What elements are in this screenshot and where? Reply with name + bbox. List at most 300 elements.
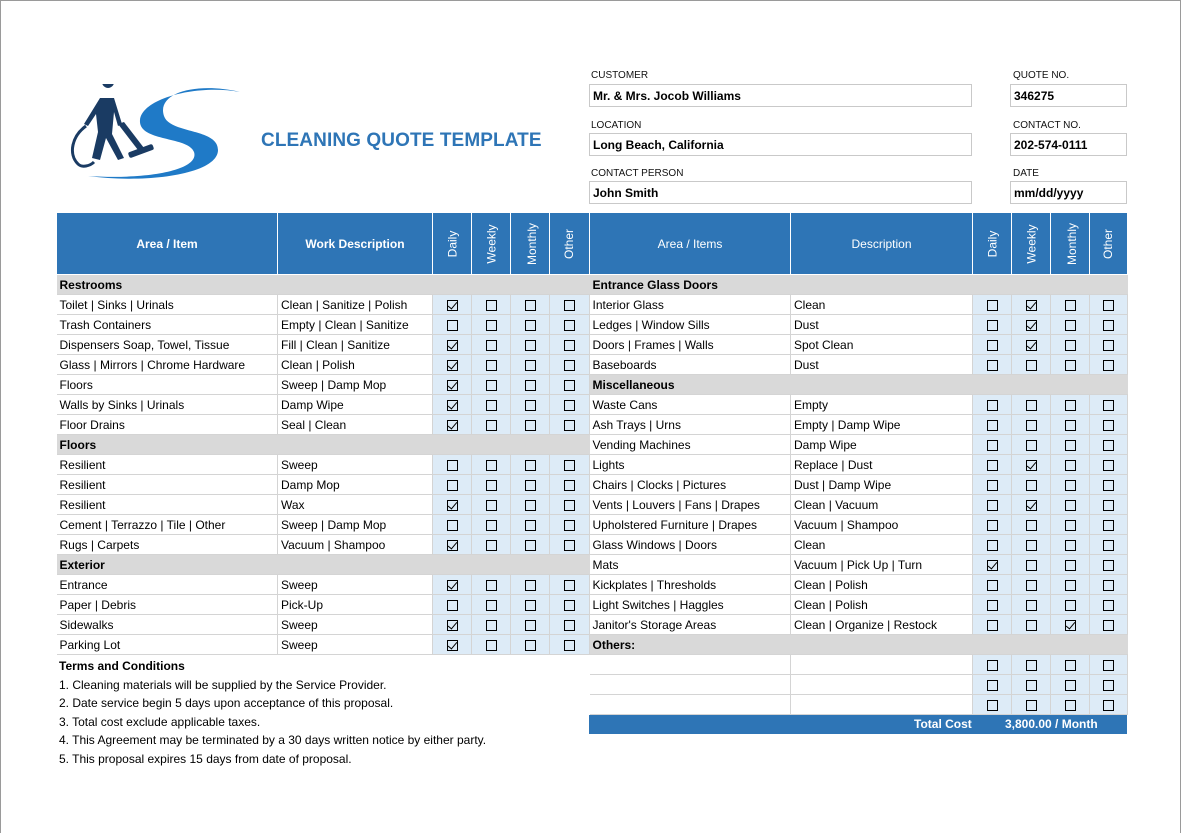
checkbox-icon[interactable]	[447, 600, 458, 611]
checkbox-icon[interactable]	[447, 460, 458, 471]
weekly-checkbox-cell	[1012, 555, 1051, 575]
area-cell[interactable]: Kickplates | Thresholds	[590, 575, 791, 595]
checkbox-icon[interactable]	[1103, 440, 1114, 451]
daily-checkbox-cell	[973, 615, 1012, 635]
checkbox-icon[interactable]	[987, 480, 998, 491]
other-checkbox-cell	[550, 315, 590, 335]
checkbox-icon[interactable]	[1103, 540, 1114, 551]
checkbox-icon[interactable]	[1103, 420, 1114, 431]
section-row	[57, 555, 590, 575]
weekly-checkbox-cell	[472, 495, 511, 515]
weekly-checkbox-cell	[472, 395, 511, 415]
checkbox-icon[interactable]	[486, 340, 497, 351]
table-row	[57, 375, 590, 395]
checkbox-icon[interactable]	[1065, 540, 1076, 551]
description-cell[interactable]: Damp Wipe	[791, 435, 973, 455]
other-checkbox-cell	[550, 375, 590, 395]
description-cell[interactable]: Replace | Dust	[791, 455, 973, 475]
description-cell[interactable]: Vacuum | Shampoo	[278, 535, 433, 555]
checkbox-icon[interactable]	[1026, 700, 1037, 711]
col-area-header: Area / Item	[57, 213, 278, 275]
customer-field[interactable]: Mr. & Mrs. Jocob Williams	[589, 84, 972, 107]
checkbox-icon[interactable]	[1026, 520, 1037, 531]
checkbox-icon[interactable]	[1103, 500, 1114, 511]
area-cell[interactable]	[590, 675, 791, 695]
table-row	[57, 355, 590, 375]
monthly-checkbox-cell	[511, 575, 550, 595]
checkbox-icon[interactable]	[447, 500, 458, 511]
description-cell[interactable]	[791, 655, 973, 675]
checkbox-icon[interactable]	[525, 500, 536, 511]
checkbox-icon[interactable]	[1026, 340, 1037, 351]
area-cell[interactable]: Dispensers Soap, Towel, Tissue	[57, 335, 278, 355]
description-cell[interactable]: Clean | Sanitize | Polish	[278, 295, 433, 315]
checkbox-icon[interactable]	[1065, 680, 1076, 691]
weekly-checkbox-cell	[1012, 575, 1051, 595]
checkbox-icon[interactable]	[1026, 320, 1037, 331]
monthly-checkbox-cell	[1051, 595, 1090, 615]
other-checkbox-cell	[1090, 695, 1128, 715]
area-cell[interactable]: Doors | Frames | Walls	[590, 335, 791, 355]
checkbox-icon[interactable]	[987, 400, 998, 411]
checkbox-icon[interactable]	[564, 540, 575, 551]
col-area-header: Area / Items	[590, 213, 791, 275]
weekly-checkbox-cell	[472, 335, 511, 355]
weekly-checkbox-cell	[472, 535, 511, 555]
area-cell[interactable]: Ash Trays | Urns	[590, 415, 791, 435]
monthly-checkbox-cell	[511, 455, 550, 475]
checkbox-icon[interactable]	[987, 360, 998, 371]
checkbox-icon[interactable]	[486, 320, 497, 331]
checkbox-icon[interactable]	[1065, 600, 1076, 611]
table-row	[590, 475, 1128, 495]
checkbox-icon[interactable]	[564, 420, 575, 431]
checkbox-icon[interactable]	[1065, 560, 1076, 571]
other-checkbox-cell	[1090, 515, 1128, 535]
terms-item: 1. Cleaning materials will be supplied by the Service Provider.	[59, 677, 387, 692]
checkbox-icon[interactable]	[525, 580, 536, 591]
section-title: Restrooms	[57, 275, 590, 295]
checkbox-icon[interactable]	[987, 540, 998, 551]
daily-checkbox-cell	[433, 595, 472, 615]
weekly-checkbox-cell	[472, 635, 511, 655]
checkbox-icon[interactable]	[447, 480, 458, 491]
description-cell[interactable]: Clean | Vacuum	[791, 495, 973, 515]
area-cell[interactable]: Upholstered Furniture | Drapes	[590, 515, 791, 535]
description-cell[interactable]: Dust	[791, 315, 973, 335]
checkbox-icon[interactable]	[1026, 620, 1037, 631]
area-cell[interactable]: Entrance	[57, 575, 278, 595]
description-cell[interactable]: Seal | Clean	[278, 415, 433, 435]
area-cell[interactable]: Lights	[590, 455, 791, 475]
section-title: Miscellaneous	[590, 375, 1128, 395]
checkbox-icon[interactable]	[525, 360, 536, 371]
table-row	[57, 495, 590, 515]
checkbox-icon[interactable]	[564, 640, 575, 651]
checkbox-icon[interactable]	[987, 320, 998, 331]
col-weekly-header: Weekly	[472, 213, 511, 275]
checkbox-icon[interactable]	[525, 620, 536, 631]
checkbox-icon[interactable]	[564, 460, 575, 471]
checkbox-icon[interactable]	[1103, 700, 1114, 711]
location-field[interactable]: Long Beach, California	[589, 133, 972, 156]
checkbox-icon[interactable]	[564, 480, 575, 491]
checkbox-icon[interactable]	[486, 600, 497, 611]
description-cell[interactable]: Clean | Polish	[278, 355, 433, 375]
terms-item: 3. Total cost exclude applicable taxes.	[59, 714, 261, 729]
area-cell[interactable]: Rugs | Carpets	[57, 535, 278, 555]
checkbox-icon[interactable]	[987, 680, 998, 691]
checkbox-icon[interactable]	[525, 400, 536, 411]
checkbox-icon[interactable]	[525, 600, 536, 611]
weekly-checkbox-cell	[472, 455, 511, 475]
location-label: LOCATION	[591, 120, 642, 131]
checkbox-icon[interactable]	[987, 460, 998, 471]
checkbox-icon[interactable]	[1065, 340, 1076, 351]
other-checkbox-cell	[1090, 535, 1128, 555]
checkbox-icon[interactable]	[564, 580, 575, 591]
checkbox-icon[interactable]	[987, 560, 998, 571]
daily-checkbox-cell	[973, 415, 1012, 435]
checkbox-icon[interactable]	[1026, 460, 1037, 471]
checkbox-icon[interactable]	[564, 340, 575, 351]
description-cell[interactable]: Clean	[791, 535, 973, 555]
other-checkbox-cell	[550, 635, 590, 655]
area-cell[interactable]: Resilient	[57, 495, 278, 515]
table-row	[590, 395, 1128, 415]
area-cell[interactable]: Floor Drains	[57, 415, 278, 435]
checkbox-icon[interactable]	[987, 520, 998, 531]
weekly-checkbox-cell	[1012, 495, 1051, 515]
monthly-checkbox-cell	[1051, 475, 1090, 495]
description-cell[interactable]: Clean	[791, 295, 973, 315]
checkbox-icon[interactable]	[987, 620, 998, 631]
checkbox-icon[interactable]	[447, 400, 458, 411]
checkbox-icon[interactable]	[447, 340, 458, 351]
description-cell[interactable]: Empty | Clean | Sanitize	[278, 315, 433, 335]
checkbox-icon[interactable]	[1065, 520, 1076, 531]
checkbox-icon[interactable]	[525, 540, 536, 551]
checkbox-icon[interactable]	[447, 520, 458, 531]
checkbox-icon[interactable]	[1026, 560, 1037, 571]
area-cell[interactable]: Glass | Mirrors | Chrome Hardware	[57, 355, 278, 375]
section-row	[590, 275, 1128, 295]
area-cell[interactable]: Waste Cans	[590, 395, 791, 415]
other-checkbox-cell	[1090, 315, 1128, 335]
area-cell[interactable]: Paper | Debris	[57, 595, 278, 615]
table-row	[590, 455, 1128, 475]
checkbox-icon[interactable]	[1103, 480, 1114, 491]
left-checklist-table	[56, 212, 590, 655]
checkbox-icon[interactable]	[1026, 480, 1037, 491]
daily-checkbox-cell	[973, 355, 1012, 375]
area-cell[interactable]: Trash Containers	[57, 315, 278, 335]
checkbox-icon[interactable]	[1103, 580, 1114, 591]
checkbox-icon[interactable]	[447, 300, 458, 311]
description-cell[interactable]: Clean | Polish	[791, 575, 973, 595]
other-checkbox-cell	[1090, 615, 1128, 635]
checkbox-icon[interactable]	[987, 300, 998, 311]
description-cell[interactable]: Damp Wipe	[278, 395, 433, 415]
checkbox-icon[interactable]	[486, 380, 497, 391]
monthly-checkbox-cell	[1051, 535, 1090, 555]
description-cell[interactable]	[791, 695, 973, 715]
description-cell[interactable]: Sweep	[278, 575, 433, 595]
description-cell[interactable]: Wax	[278, 495, 433, 515]
checkbox-icon[interactable]	[987, 340, 998, 351]
area-cell[interactable]	[590, 695, 791, 715]
checkbox-icon[interactable]	[1065, 620, 1076, 631]
checkbox-icon[interactable]	[1026, 580, 1037, 591]
contact-no-field[interactable]: 202-574-0111	[1010, 133, 1127, 156]
daily-checkbox-cell	[973, 475, 1012, 495]
checkbox-icon[interactable]	[1065, 660, 1076, 671]
other-checkbox-cell	[550, 575, 590, 595]
checkbox-icon[interactable]	[1026, 400, 1037, 411]
monthly-checkbox-cell	[1051, 455, 1090, 475]
checkbox-icon[interactable]	[1103, 620, 1114, 631]
checkbox-icon[interactable]	[525, 340, 536, 351]
checkbox-icon[interactable]	[987, 600, 998, 611]
col-other-header: Other	[550, 213, 590, 275]
other-checkbox-cell	[550, 395, 590, 415]
daily-checkbox-cell	[433, 495, 472, 515]
weekly-checkbox-cell	[1012, 415, 1051, 435]
checkbox-icon[interactable]	[1103, 600, 1114, 611]
checkbox-icon[interactable]	[987, 700, 998, 711]
monthly-checkbox-cell	[1051, 695, 1090, 715]
other-checkbox-cell	[1090, 435, 1128, 455]
checkbox-icon[interactable]	[1026, 680, 1037, 691]
checkbox-icon[interactable]	[1065, 320, 1076, 331]
area-cell[interactable]: Resilient	[57, 475, 278, 495]
checkbox-icon[interactable]	[1103, 300, 1114, 311]
checkbox-icon[interactable]	[1026, 540, 1037, 551]
area-cell[interactable]: Parking Lot	[57, 635, 278, 655]
checkbox-icon[interactable]	[1026, 660, 1037, 671]
checkbox-icon[interactable]	[1103, 520, 1114, 531]
checkbox-icon[interactable]	[987, 660, 998, 671]
other-checkbox-cell	[1090, 295, 1128, 315]
area-cell[interactable]: Cement | Terrazzo | Tile | Other	[57, 515, 278, 535]
other-checkbox-cell	[550, 475, 590, 495]
description-cell[interactable]: Sweep | Damp Mop	[278, 375, 433, 395]
area-cell[interactable]: Vents | Louvers | Fans | Drapes	[590, 495, 791, 515]
col-other-header: Other	[1090, 213, 1128, 275]
daily-checkbox-cell	[433, 335, 472, 355]
checkbox-icon[interactable]	[525, 480, 536, 491]
area-cell[interactable]: Janitor's Storage Areas	[590, 615, 791, 635]
area-cell[interactable]	[590, 655, 791, 675]
description-cell[interactable]: Vacuum | Shampoo	[791, 515, 973, 535]
contact-person-field[interactable]: John Smith	[589, 181, 972, 204]
monthly-checkbox-cell	[511, 535, 550, 555]
checkbox-icon[interactable]	[447, 540, 458, 551]
area-cell[interactable]: Interior Glass	[590, 295, 791, 315]
description-cell[interactable]: Dust	[791, 355, 973, 375]
checkbox-icon[interactable]	[564, 500, 575, 511]
description-cell[interactable]: Empty	[791, 395, 973, 415]
area-cell[interactable]: Resilient	[57, 455, 278, 475]
checkbox-icon[interactable]	[525, 640, 536, 651]
checkbox-icon[interactable]	[1103, 360, 1114, 371]
checkbox-icon[interactable]	[525, 300, 536, 311]
checkbox-icon[interactable]	[1065, 500, 1076, 511]
area-cell[interactable]: Vending Machines	[590, 435, 791, 455]
checkbox-icon[interactable]	[987, 440, 998, 451]
checkbox-icon[interactable]	[1065, 300, 1076, 311]
checkbox-icon[interactable]	[1065, 360, 1076, 371]
checkbox-icon[interactable]	[564, 520, 575, 531]
checkbox-icon[interactable]	[1026, 360, 1037, 371]
area-cell[interactable]: Light Switches | Haggles	[590, 595, 791, 615]
other-checkbox-cell	[1090, 555, 1128, 575]
checkbox-icon[interactable]	[447, 580, 458, 591]
monthly-checkbox-cell	[1051, 435, 1090, 455]
monthly-checkbox-cell	[1051, 415, 1090, 435]
checkbox-icon[interactable]	[486, 400, 497, 411]
checkbox-icon[interactable]	[1065, 400, 1076, 411]
checkbox-icon[interactable]	[486, 620, 497, 631]
table-row	[57, 295, 590, 315]
area-cell[interactable]: Glass Windows | Doors	[590, 535, 791, 555]
description-cell[interactable]: Dust | Damp Wipe	[791, 475, 973, 495]
daily-checkbox-cell	[973, 695, 1012, 715]
area-cell[interactable]: Floors	[57, 375, 278, 395]
description-cell[interactable]: Clean | Organize | Restock	[791, 615, 973, 635]
checkbox-icon[interactable]	[564, 600, 575, 611]
description-cell[interactable]: Empty | Damp Wipe	[791, 415, 973, 435]
checkbox-icon[interactable]	[447, 620, 458, 631]
table-row	[590, 335, 1128, 355]
checkbox-icon[interactable]	[447, 320, 458, 331]
checkbox-icon[interactable]	[525, 380, 536, 391]
area-cell[interactable]: Chairs | Clocks | Pictures	[590, 475, 791, 495]
checkbox-icon[interactable]	[447, 420, 458, 431]
checkbox-icon[interactable]	[1103, 320, 1114, 331]
description-cell[interactable]: Clean | Polish	[791, 595, 973, 615]
checkbox-icon[interactable]	[987, 500, 998, 511]
description-cell[interactable]: Sweep	[278, 455, 433, 475]
monthly-checkbox-cell	[511, 335, 550, 355]
checkbox-icon[interactable]	[486, 580, 497, 591]
checkbox-icon[interactable]	[564, 380, 575, 391]
quote-no-field[interactable]: 346275	[1010, 84, 1127, 107]
area-cell[interactable]: Walls by Sinks | Urinals	[57, 395, 278, 415]
checkbox-icon[interactable]	[1103, 560, 1114, 571]
checkbox-icon[interactable]	[1103, 660, 1114, 671]
daily-checkbox-cell	[973, 495, 1012, 515]
daily-checkbox-cell	[433, 455, 472, 475]
other-checkbox-cell	[550, 515, 590, 535]
checkbox-icon[interactable]	[486, 520, 497, 531]
weekly-checkbox-cell	[472, 375, 511, 395]
area-cell[interactable]: Toilet | Sinks | Urinals	[57, 295, 278, 315]
checkbox-icon[interactable]	[564, 360, 575, 371]
checkbox-icon[interactable]	[447, 360, 458, 371]
daily-checkbox-cell	[433, 295, 472, 315]
other-checkbox-cell	[1090, 395, 1128, 415]
checkbox-icon[interactable]	[1103, 340, 1114, 351]
checkbox-icon[interactable]	[1026, 500, 1037, 511]
checkbox-icon[interactable]	[1103, 400, 1114, 411]
monthly-checkbox-cell	[511, 635, 550, 655]
daily-checkbox-cell	[973, 435, 1012, 455]
checkbox-icon[interactable]	[486, 540, 497, 551]
daily-checkbox-cell	[973, 555, 1012, 575]
description-cell[interactable]: Pick-Up	[278, 595, 433, 615]
checkbox-icon[interactable]	[564, 620, 575, 631]
checkbox-icon[interactable]	[486, 460, 497, 471]
checkbox-icon[interactable]	[525, 320, 536, 331]
checkbox-icon[interactable]	[486, 360, 497, 371]
description-cell[interactable]: Fill | Clean | Sanitize	[278, 335, 433, 355]
checkbox-icon[interactable]	[987, 420, 998, 431]
date-field[interactable]: mm/dd/yyyy	[1010, 181, 1127, 204]
other-checkbox-cell	[550, 295, 590, 315]
checkbox-icon[interactable]	[1065, 440, 1076, 451]
checkbox-icon[interactable]	[486, 500, 497, 511]
weekly-checkbox-cell	[1012, 515, 1051, 535]
checkbox-icon[interactable]	[1103, 680, 1114, 691]
weekly-checkbox-cell	[1012, 295, 1051, 315]
checkbox-icon[interactable]	[486, 300, 497, 311]
checkbox-icon[interactable]	[486, 480, 497, 491]
area-cell[interactable]: Sidewalks	[57, 615, 278, 635]
description-cell[interactable]: Sweep	[278, 615, 433, 635]
checkbox-icon[interactable]	[486, 420, 497, 431]
weekly-checkbox-cell	[1012, 655, 1051, 675]
checkbox-icon[interactable]	[1026, 420, 1037, 431]
area-cell[interactable]: Ledges | Window Sills	[590, 315, 791, 335]
daily-checkbox-cell	[433, 635, 472, 655]
area-cell[interactable]: Mats	[590, 555, 791, 575]
col-description-header: Description	[791, 213, 973, 275]
checkbox-icon[interactable]	[1065, 480, 1076, 491]
monthly-checkbox-cell	[511, 415, 550, 435]
weekly-checkbox-cell	[1012, 315, 1051, 335]
checkbox-icon[interactable]	[525, 460, 536, 471]
daily-checkbox-cell	[973, 395, 1012, 415]
checkbox-icon[interactable]	[1026, 300, 1037, 311]
daily-checkbox-cell	[433, 315, 472, 335]
description-cell[interactable]: Vacuum | Pick Up | Turn	[791, 555, 973, 575]
checkbox-icon[interactable]	[987, 580, 998, 591]
checkbox-icon[interactable]	[525, 420, 536, 431]
checkbox-icon[interactable]	[1065, 420, 1076, 431]
area-cell[interactable]: Baseboards	[590, 355, 791, 375]
checkbox-icon[interactable]	[564, 320, 575, 331]
description-cell[interactable]: Spot Clean	[791, 335, 973, 355]
checkbox-icon[interactable]	[1065, 580, 1076, 591]
checkbox-icon[interactable]	[1065, 460, 1076, 471]
table-row	[590, 535, 1128, 555]
description-cell[interactable]: Sweep	[278, 635, 433, 655]
checkbox-icon[interactable]	[486, 640, 497, 651]
description-cell[interactable]: Sweep | Damp Mop	[278, 515, 433, 535]
description-cell[interactable]	[791, 675, 973, 695]
checkbox-icon[interactable]	[447, 640, 458, 651]
checkbox-icon[interactable]	[1103, 460, 1114, 471]
checkbox-icon[interactable]	[564, 300, 575, 311]
checkbox-icon[interactable]	[564, 400, 575, 411]
checkbox-icon[interactable]	[1026, 600, 1037, 611]
checkbox-icon[interactable]	[525, 520, 536, 531]
checkbox-icon[interactable]	[1026, 440, 1037, 451]
checkbox-icon[interactable]	[447, 380, 458, 391]
checkbox-icon[interactable]	[1065, 700, 1076, 711]
description-cell[interactable]: Damp Mop	[278, 475, 433, 495]
